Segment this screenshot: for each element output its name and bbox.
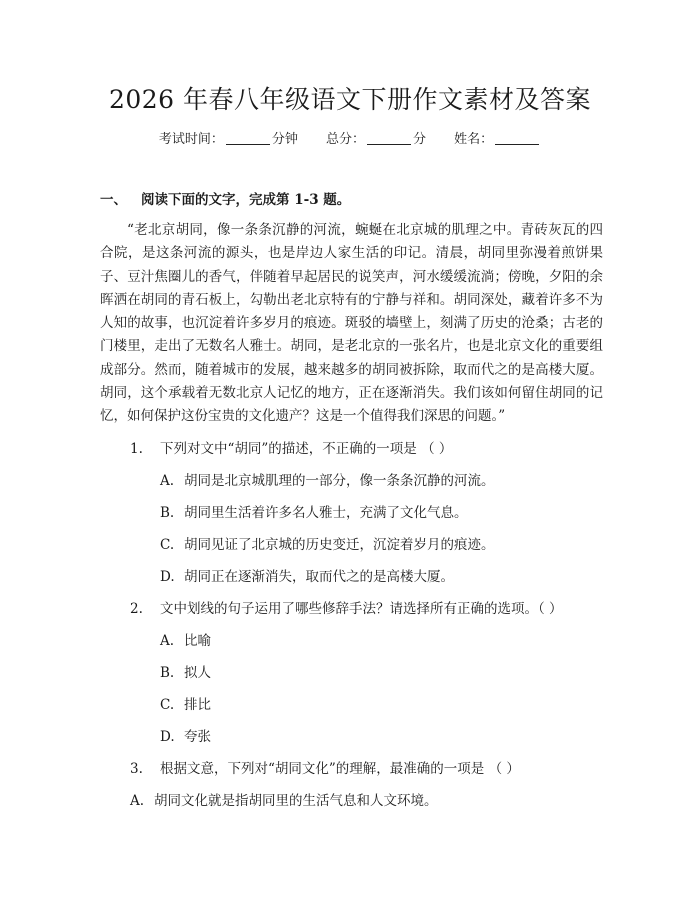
page-title: 2026 年春八年级语文下册作文素材及答案 [108,85,592,114]
q2-option-a [160,632,211,650]
option-letter: C. [160,537,175,553]
q2-option-b [160,664,211,682]
question-number: 1. [130,441,143,457]
q1-option-d [160,568,454,586]
option-text: 排比 [184,697,211,713]
option-text: 胡同正在逐渐消失，取而代之的是高楼大厦。 [184,569,454,585]
option-letter: C. [160,697,175,713]
option-letter: D. [160,569,175,585]
score-blank [367,143,411,145]
option-text: 夸张 [184,729,211,745]
question-number: 3. [130,761,143,777]
question-text: 文中划线的句子运用了哪些修辞手法？请选择所有正确的选项。（ ） [160,601,563,617]
score-label: 总分： [325,132,365,147]
question-2 [130,600,563,618]
q1-option-b [160,504,468,522]
section-instruction: 阅读下面的文字，完成第 1-3 题。 [141,192,351,208]
option-text: 胡同见证了北京城的历史变迁，沉淀着岁月的痕迹。 [184,537,495,553]
reading-passage: “老北京胡同，像一条条沉静的河流，蜿蜒在北京城的肌理之中。青砖灰瓦的四合院，是这条河流的源头，也是岸边人家生活的印记。清晨，胡同里弥漫着煎饼果子、豆汁焦圈儿的香气，伴随着早起居民的说笑声，河水缓缓流淌；傍晚，夕阳的余晖洒在胡同的青石板上，勾勒出老北京特有的宁静与祥和。胡同深处，藏着许多不为人知的故事，也沉淀着许多岁月的痕迹。斑驳的墙壁上，刻满了历史的沧桑；古老的门楼里，走出了无数名人雅士。胡同，是老北京的一张名片，也是北京文化的重要组成部分。然而，随着城市的发展，越来越多的胡同被拆除，取而代之的是高楼大厦。胡同，这个承载着无数北京人记忆的地方，正在逐渐消失。我们该如何留住胡同的记忆，如何保护这份宝贵的文化遗产？这是一个值得我们深思的问题。” [100,222,603,425]
time-field [159,132,298,147]
option-letter: A. [160,473,175,489]
time-label: 考试时间： [158,132,224,147]
q2-option-c [160,696,211,714]
name-blank [495,143,539,145]
question-3 [130,760,520,778]
score-field [326,132,426,147]
option-text: 胡同里生活着许多名人雅士，充满了文化气息。 [184,505,468,521]
option-text: 胡同文化就是指胡同里的生活气息和人文环境。 [154,793,438,809]
q1-option-c [160,536,495,554]
option-text: 胡同是北京城肌理的一部分，像一条条沉静的河流。 [184,473,495,489]
option-text: 拟人 [184,665,211,681]
time-unit: 分钟 [271,132,298,147]
option-letter: A. [160,633,175,649]
q1-option-a [160,472,495,490]
option-letter: D. [160,729,175,745]
exam-meta [0,131,700,149]
question-text: 根据文意，下列对“胡同文化”的理解，最准确的一项是 （ ） [160,761,520,777]
option-letter: A. [130,793,145,809]
q3-option-a [130,792,438,810]
option-letter: B. [160,665,175,681]
section-number: 一、 [100,192,127,208]
section-heading [100,191,350,209]
score-unit: 分 [413,132,427,147]
q2-option-d [160,728,211,746]
name-field [454,132,541,147]
question-number: 2. [130,601,143,617]
question-1 [130,440,452,458]
time-blank [226,143,270,145]
name-label: 姓名： [454,132,494,147]
question-text: 下列对文中“胡同”的描述，不正确的一项是 （ ） [160,441,453,457]
option-text: 比喻 [184,633,211,649]
option-letter: B. [160,505,175,521]
